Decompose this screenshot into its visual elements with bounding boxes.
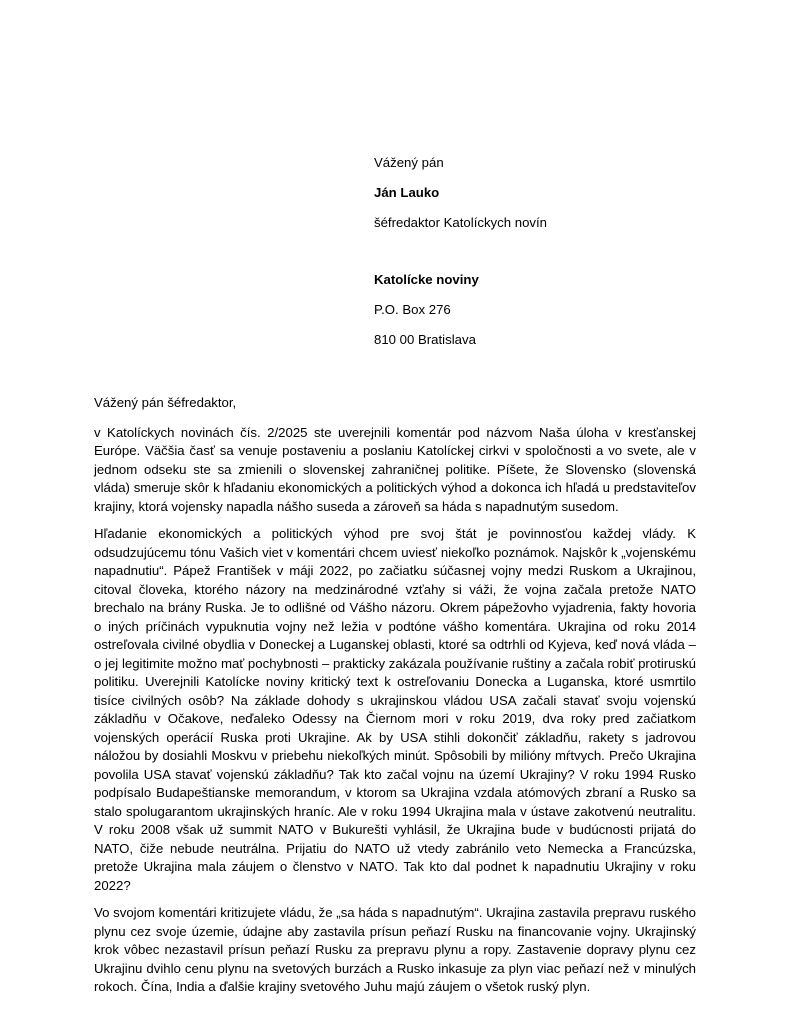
recipient-title: šéfredaktor Katolíckych novín	[374, 215, 547, 230]
recipient-address	[374, 154, 694, 348]
recipient-name: Ján Lauko	[374, 185, 440, 200]
recipient-organization: Katolícke noviny	[374, 272, 479, 287]
paragraph-3: Vo svojom komentári kritizujete vládu, že „sa háda s napadnutým“. Ukrajina zastavila prepravu ruského plynu cez svoje územie, údajne aby zastavila prísun peňazí Rusku na financovanie vojny. Ukrajinský krok vôbec nezastavil prísun peňazí Rusku za prepravu plynu a ropy. Zastavenie dopravy plynu cez Ukrajinu dvihlo cenu plynu na svetových burzách a Rusko inkasuje za plyn viac peňazí než v minulých rokoch. Čína, India a ďalšie krajiny svetového Juhu majú záujem o všetok ruský plyn.	[94, 905, 696, 994]
letter-body	[94, 394, 696, 1006]
paragraph-2: Hľadanie ekonomických a politických výhod pre svoj štát je povinnosťou každej vlády. K odsudzujúcemu tónu Vašich viet v komentári chcem uviesť niekoľko poznámok. Najskôr k „vojenskému napadnutiu“. Pápež František v máji 2022, po začiatku súčasnej vojny medzi Ruskom a Ukrajinou, citoval človeka, ktorého názory na medzinárodné vzťahy si váži, že vojna začala pretože NATO brechalo na brány Ruska. Je to odlišné od Vášho názoru. Okrem pápežovho vyjadrenia, fakty hovoria o iných príčinách vypuknutia vojny než ležia v podtóne vášho komentára. Ukrajina od roku 2014 ostreľovala civilné obydlia v Doneckej a Luganskej oblasti, ktoré sa odtrhli od Kyjeva, keď nová vláda – o jej legitimite možno mať pochybnosti – prakticky zakázala používanie ruštiny a začala robiť protiruskú politiku. Uverejnili Katolícke noviny kritický text k ostreľovaniu Donecka a Luganska, ktoré usmrtilo tisíce civilných osôb? Na základe dohody s ukrajinskou vládou USA začali stavať svoju vojenskú základňu v Očakove, neďaleko Odessy na Čiernom mori v roku 2019, dva roky pred začiatkom vojenských operácií Ruska proti Ukrajine. Ak by USA stihli dokončiť základňu, rakety s jadrovou náložou by dosiahli Moskvu v priebehu niekoľkých minút. Spôsobili by milióny mŕtvych. Prečo Ukrajina povolila USA stavať vojenskú základňu? Tak kto začal vojnu na území Ukrajiny? V roku 1994 Rusko podpísalo Budapeštianske memorandum, v ktorom sa Ukrajina vzdala atómových zbraní a Rusko sa stalo spolugarantom ukrajinských hraníc. Ale v roku 1994 Ukrajina mala v ústave zakotvenú neutralitu. V roku 2008 však už summit NATO v Bukurešti vyhlásil, že Ukrajina bude v budúcnosti prijatá do NATO, čiže nebude neutrálna. Prijatiu do NATO už vtedy zabránilo veto Nemecka a Francúzska, pretože Ukrajina mala záujem o členstvo v NATO. Tak kto dal podnet k napadnutiu Ukrajiny v roku 2022?	[94, 526, 696, 893]
recipient-salutation: Vážený pán	[374, 155, 444, 170]
letter-salutation: Vážený pán šéfredaktor,	[94, 395, 237, 410]
paragraph-1: v Katolíckych novinách čís. 2/2025 ste uverejnili komentár pod názvom Naša úloha v kresťanskej Európe. Väčšia časť sa venuje postaveniu a poslaniu Katolíckej cirkvi v spoločnosti a vo svete, ale v jednom odseku ste sa zmienili o slovenskej zahraničnej politike. Píšete, že Slovensko (slovenská vláda) smeruje skôr k hľadaniu ekonomických a politických výhod a dokonca ich hľadá u predstaviteľov krajiny, ktorá vojensky napadla nášho suseda a zároveň sa háda s napadnutým susedom.	[94, 424, 696, 514]
recipient-city: 810 00 Bratislava	[374, 332, 476, 347]
recipient-po-box: P.O. Box 276	[374, 302, 451, 317]
